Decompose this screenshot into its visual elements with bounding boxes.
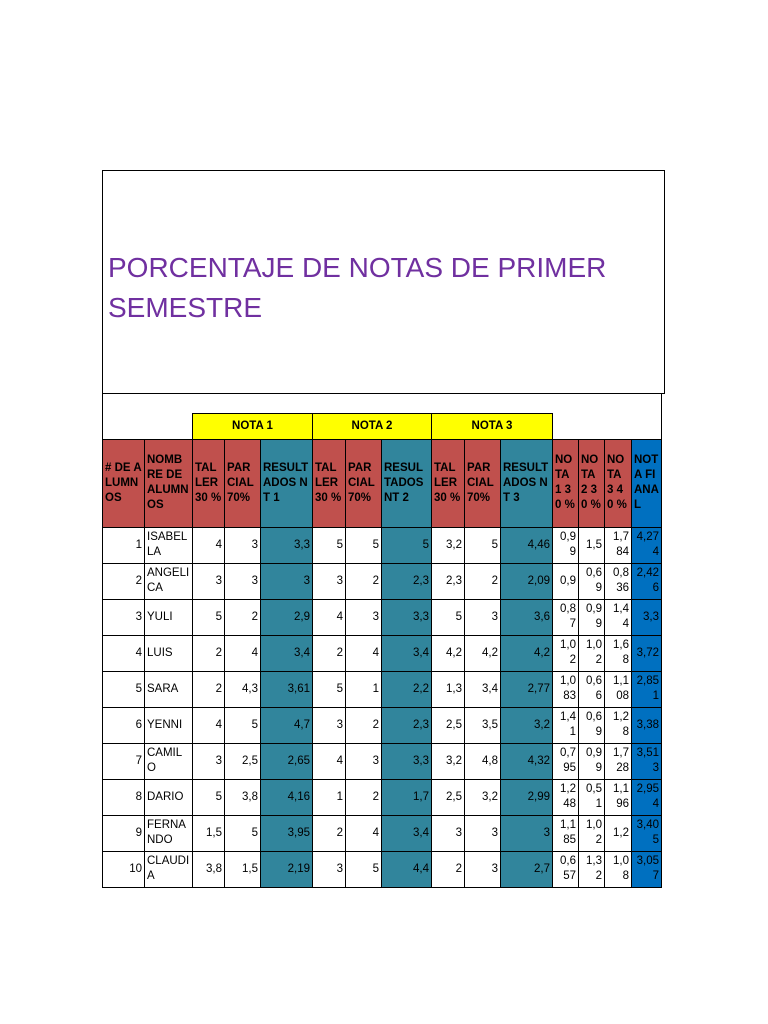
cell-parcial-2: 3 bbox=[346, 743, 382, 779]
cell-parcial-3: 3 bbox=[465, 599, 501, 635]
group-nota-3: NOTA 3 bbox=[432, 413, 553, 439]
cell-resultado-1: 3,3 bbox=[261, 527, 313, 563]
cell-taller-2: 5 bbox=[313, 527, 346, 563]
header-num: # DE ALUMNOS bbox=[103, 439, 145, 527]
cell-parcial-1: 2 bbox=[225, 599, 261, 635]
cell-parcial-2: 2 bbox=[346, 779, 382, 815]
cell-resultado-3: 3,6 bbox=[501, 599, 553, 635]
header-resultados-3: RESULTADOS NT 3 bbox=[501, 439, 553, 527]
cell-taller-3: 3,2 bbox=[432, 527, 465, 563]
table-row bbox=[103, 671, 662, 707]
cell-taller-2: 5 bbox=[313, 671, 346, 707]
grades-body bbox=[103, 527, 662, 887]
cell-taller-3: 5 bbox=[432, 599, 465, 635]
header-taller-3: TALLER 30 % bbox=[432, 439, 465, 527]
cell-taller-2: 2 bbox=[313, 815, 346, 851]
cell-taller-1: 3 bbox=[193, 563, 225, 599]
cell-taller-3: 2,5 bbox=[432, 707, 465, 743]
cell-nota-3-pct: 1,44 bbox=[605, 599, 632, 635]
cell-parcial-3: 4,2 bbox=[465, 635, 501, 671]
cell-taller-3: 2 bbox=[432, 851, 465, 887]
cell-nota-2-pct: 1,02 bbox=[579, 635, 605, 671]
cell-parcial-2: 4 bbox=[346, 635, 382, 671]
cell-nota-final: 3,72 bbox=[632, 635, 662, 671]
table-row bbox=[103, 779, 662, 815]
header-resultados-2: RESULTADOS NT 2 bbox=[382, 439, 432, 527]
cell-parcial-3: 3,2 bbox=[465, 779, 501, 815]
cell-nota-3-pct: 1,2 bbox=[605, 815, 632, 851]
cell-student-name: SARA bbox=[145, 671, 193, 707]
cell-parcial-3: 2 bbox=[465, 563, 501, 599]
cell-nota-1-pct: 1,185 bbox=[553, 815, 579, 851]
cell-parcial-1: 2,5 bbox=[225, 743, 261, 779]
cell-taller-1: 3,8 bbox=[193, 851, 225, 887]
cell-taller-1: 4 bbox=[193, 527, 225, 563]
group-nota-1: NOTA 1 bbox=[193, 413, 313, 439]
page-title: PORCENTAJE DE NOTAS DE PRIMER SEMESTRE bbox=[108, 252, 607, 323]
cell-nota-3-pct: 1,196 bbox=[605, 779, 632, 815]
cell-resultado-2: 2,3 bbox=[382, 707, 432, 743]
cell-nota-3-pct: 1,08 bbox=[605, 851, 632, 887]
header-nota-3-pct: NOTA 3 40 % bbox=[605, 439, 632, 527]
cell-resultado-2: 2,2 bbox=[382, 671, 432, 707]
cell-taller-1: 4 bbox=[193, 707, 225, 743]
cell-parcial-2: 1 bbox=[346, 671, 382, 707]
cell-parcial-3: 5 bbox=[465, 527, 501, 563]
cell-student-number: 6 bbox=[103, 707, 145, 743]
cell-student-name: DARIO bbox=[145, 779, 193, 815]
cell-nota-1-pct: 1,083 bbox=[553, 671, 579, 707]
cell-resultado-2: 3,4 bbox=[382, 815, 432, 851]
cell-nota-3-pct: 1,784 bbox=[605, 527, 632, 563]
cell-student-number: 4 bbox=[103, 635, 145, 671]
cell-nota-1-pct: 0,87 bbox=[553, 599, 579, 635]
cell-resultado-2: 1,7 bbox=[382, 779, 432, 815]
cell-resultado-3: 4,46 bbox=[501, 527, 553, 563]
cell-resultado-1: 4,7 bbox=[261, 707, 313, 743]
cell-taller-1: 3 bbox=[193, 743, 225, 779]
cell-parcial-1: 3,8 bbox=[225, 779, 261, 815]
cell-taller-2: 3 bbox=[313, 851, 346, 887]
table-row bbox=[103, 563, 662, 599]
cell-resultado-1: 3,4 bbox=[261, 635, 313, 671]
cell-parcial-3: 3 bbox=[465, 815, 501, 851]
cell-nota-3-pct: 1,728 bbox=[605, 743, 632, 779]
cell-resultado-1: 3,95 bbox=[261, 815, 313, 851]
cell-nota-1-pct: 1,02 bbox=[553, 635, 579, 671]
cell-nota-3-pct: 1,28 bbox=[605, 707, 632, 743]
cell-resultado-2: 3,3 bbox=[382, 599, 432, 635]
cell-student-number: 3 bbox=[103, 599, 145, 635]
cell-resultado-3: 4,32 bbox=[501, 743, 553, 779]
spacer-cell bbox=[632, 413, 662, 439]
cell-parcial-1: 3 bbox=[225, 527, 261, 563]
cell-taller-1: 2 bbox=[193, 671, 225, 707]
cell-student-number: 1 bbox=[103, 527, 145, 563]
table-row bbox=[103, 635, 662, 671]
cell-parcial-2: 4 bbox=[346, 815, 382, 851]
cell-parcial-1: 1,5 bbox=[225, 851, 261, 887]
cell-parcial-2: 5 bbox=[346, 851, 382, 887]
cell-taller-3: 1,3 bbox=[432, 671, 465, 707]
cell-taller-3: 4,2 bbox=[432, 635, 465, 671]
cell-resultado-1: 4,16 bbox=[261, 779, 313, 815]
cell-student-number: 5 bbox=[103, 671, 145, 707]
cell-nota-2-pct: 0,99 bbox=[579, 743, 605, 779]
header-name: NOMBRE DE ALUMNOS bbox=[145, 439, 193, 527]
cell-resultado-3: 3 bbox=[501, 815, 553, 851]
cell-nota-final: 3,3 bbox=[632, 599, 662, 635]
header-resultados-1: RESULTADOS NT 1 bbox=[261, 439, 313, 527]
cell-nota-2-pct: 0,99 bbox=[579, 599, 605, 635]
cell-resultado-1: 3,61 bbox=[261, 671, 313, 707]
cell-parcial-3: 3,4 bbox=[465, 671, 501, 707]
cell-parcial-2: 2 bbox=[346, 707, 382, 743]
cell-taller-1: 1,5 bbox=[193, 815, 225, 851]
cell-taller-3: 2,3 bbox=[432, 563, 465, 599]
cell-resultado-2: 4,4 bbox=[382, 851, 432, 887]
cell-nota-3-pct: 1,108 bbox=[605, 671, 632, 707]
cell-resultado-2: 2,3 bbox=[382, 563, 432, 599]
cell-parcial-2: 3 bbox=[346, 599, 382, 635]
cell-parcial-3: 3 bbox=[465, 851, 501, 887]
cell-student-name: LUIS bbox=[145, 635, 193, 671]
cell-parcial-1: 4 bbox=[225, 635, 261, 671]
cell-nota-final: 3,38 bbox=[632, 707, 662, 743]
cell-nota-final: 2,851 bbox=[632, 671, 662, 707]
cell-nota-1-pct: 0,795 bbox=[553, 743, 579, 779]
cell-nota-1-pct: 0,99 bbox=[553, 527, 579, 563]
header-nota-final: NOTA FIANAL bbox=[632, 439, 662, 527]
cell-student-name: CLAUDIA bbox=[145, 851, 193, 887]
header-taller-1: TALLER 30 % bbox=[193, 439, 225, 527]
cell-student-number: 7 bbox=[103, 743, 145, 779]
header-nota-1-pct: NOTA 1 30 % bbox=[553, 439, 579, 527]
cell-taller-2: 4 bbox=[313, 599, 346, 635]
cell-student-number: 8 bbox=[103, 779, 145, 815]
cell-nota-final: 3,057 bbox=[632, 851, 662, 887]
cell-nota-final: 3,513 bbox=[632, 743, 662, 779]
cell-parcial-1: 3 bbox=[225, 563, 261, 599]
group-nota-2: NOTA 2 bbox=[313, 413, 432, 439]
cell-parcial-2: 5 bbox=[346, 527, 382, 563]
cell-nota-3-pct: 1,68 bbox=[605, 635, 632, 671]
title-box bbox=[102, 170, 665, 394]
spacer-cell bbox=[553, 413, 632, 439]
cell-parcial-3: 4,8 bbox=[465, 743, 501, 779]
table-row bbox=[103, 851, 662, 887]
cell-resultado-2: 3,4 bbox=[382, 635, 432, 671]
spacer-cell bbox=[632, 394, 662, 413]
cell-nota-1-pct: 0,9 bbox=[553, 563, 579, 599]
cell-nota-2-pct: 0,69 bbox=[579, 563, 605, 599]
cell-taller-1: 5 bbox=[193, 599, 225, 635]
header-nota-2-pct: NOTA 2 30 % bbox=[579, 439, 605, 527]
header-parcial-2: PARCIAL 70% bbox=[346, 439, 382, 527]
cell-nota-1-pct: 1,248 bbox=[553, 779, 579, 815]
cell-taller-1: 5 bbox=[193, 779, 225, 815]
cell-taller-2: 1 bbox=[313, 779, 346, 815]
cell-taller-3: 3,2 bbox=[432, 743, 465, 779]
cell-nota-2-pct: 0,51 bbox=[579, 779, 605, 815]
cell-resultado-3: 2,99 bbox=[501, 779, 553, 815]
cell-student-number: 2 bbox=[103, 563, 145, 599]
cell-student-number: 10 bbox=[103, 851, 145, 887]
cell-resultado-3: 3,2 bbox=[501, 707, 553, 743]
cell-resultado-3: 2,09 bbox=[501, 563, 553, 599]
cell-resultado-1: 3 bbox=[261, 563, 313, 599]
cell-nota-final: 4,274 bbox=[632, 527, 662, 563]
cell-taller-2: 3 bbox=[313, 707, 346, 743]
cell-resultado-3: 2,77 bbox=[501, 671, 553, 707]
cell-nota-2-pct: 1,32 bbox=[579, 851, 605, 887]
table-row bbox=[103, 527, 662, 563]
spacer-cell bbox=[103, 394, 632, 413]
cell-nota-3-pct: 0,836 bbox=[605, 563, 632, 599]
cell-nota-1-pct: 1,41 bbox=[553, 707, 579, 743]
cell-student-number: 9 bbox=[103, 815, 145, 851]
cell-student-name: ANGELICA bbox=[145, 563, 193, 599]
cell-taller-3: 3 bbox=[432, 815, 465, 851]
cell-parcial-1: 5 bbox=[225, 707, 261, 743]
cell-taller-3: 2,5 bbox=[432, 779, 465, 815]
table-row bbox=[103, 707, 662, 743]
cell-parcial-3: 3,5 bbox=[465, 707, 501, 743]
cell-nota-final: 3,405 bbox=[632, 815, 662, 851]
cell-nota-final: 2,426 bbox=[632, 563, 662, 599]
header-taller-2: TALLER 30 % bbox=[313, 439, 346, 527]
cell-nota-2-pct: 1,02 bbox=[579, 815, 605, 851]
cell-student-name: ISABELLA bbox=[145, 527, 193, 563]
table-row bbox=[103, 743, 662, 779]
cell-resultado-1: 2,19 bbox=[261, 851, 313, 887]
cell-nota-1-pct: 0,657 bbox=[553, 851, 579, 887]
cell-resultado-1: 2,65 bbox=[261, 743, 313, 779]
grades-table bbox=[102, 394, 662, 888]
cell-resultado-3: 2,7 bbox=[501, 851, 553, 887]
cell-parcial-1: 5 bbox=[225, 815, 261, 851]
cell-taller-2: 2 bbox=[313, 635, 346, 671]
cell-parcial-1: 4,3 bbox=[225, 671, 261, 707]
header-parcial-1: PARCIAL 70% bbox=[225, 439, 261, 527]
header-parcial-3: PARCIAL 70% bbox=[465, 439, 501, 527]
cell-nota-final: 2,954 bbox=[632, 779, 662, 815]
cell-nota-2-pct: 0,66 bbox=[579, 671, 605, 707]
cell-taller-2: 3 bbox=[313, 563, 346, 599]
cell-taller-1: 2 bbox=[193, 635, 225, 671]
cell-resultado-2: 5 bbox=[382, 527, 432, 563]
spacer-cell bbox=[103, 413, 193, 439]
cell-student-name: YENNI bbox=[145, 707, 193, 743]
cell-resultado-2: 3,3 bbox=[382, 743, 432, 779]
cell-student-name: CAMILO bbox=[145, 743, 193, 779]
cell-student-name: FERNANDO bbox=[145, 815, 193, 851]
cell-parcial-2: 2 bbox=[346, 563, 382, 599]
table-row bbox=[103, 815, 662, 851]
cell-taller-2: 4 bbox=[313, 743, 346, 779]
cell-nota-2-pct: 1,5 bbox=[579, 527, 605, 563]
cell-student-name: YULI bbox=[145, 599, 193, 635]
cell-resultado-3: 4,2 bbox=[501, 635, 553, 671]
table-row bbox=[103, 599, 662, 635]
cell-resultado-1: 2,9 bbox=[261, 599, 313, 635]
cell-nota-2-pct: 0,69 bbox=[579, 707, 605, 743]
